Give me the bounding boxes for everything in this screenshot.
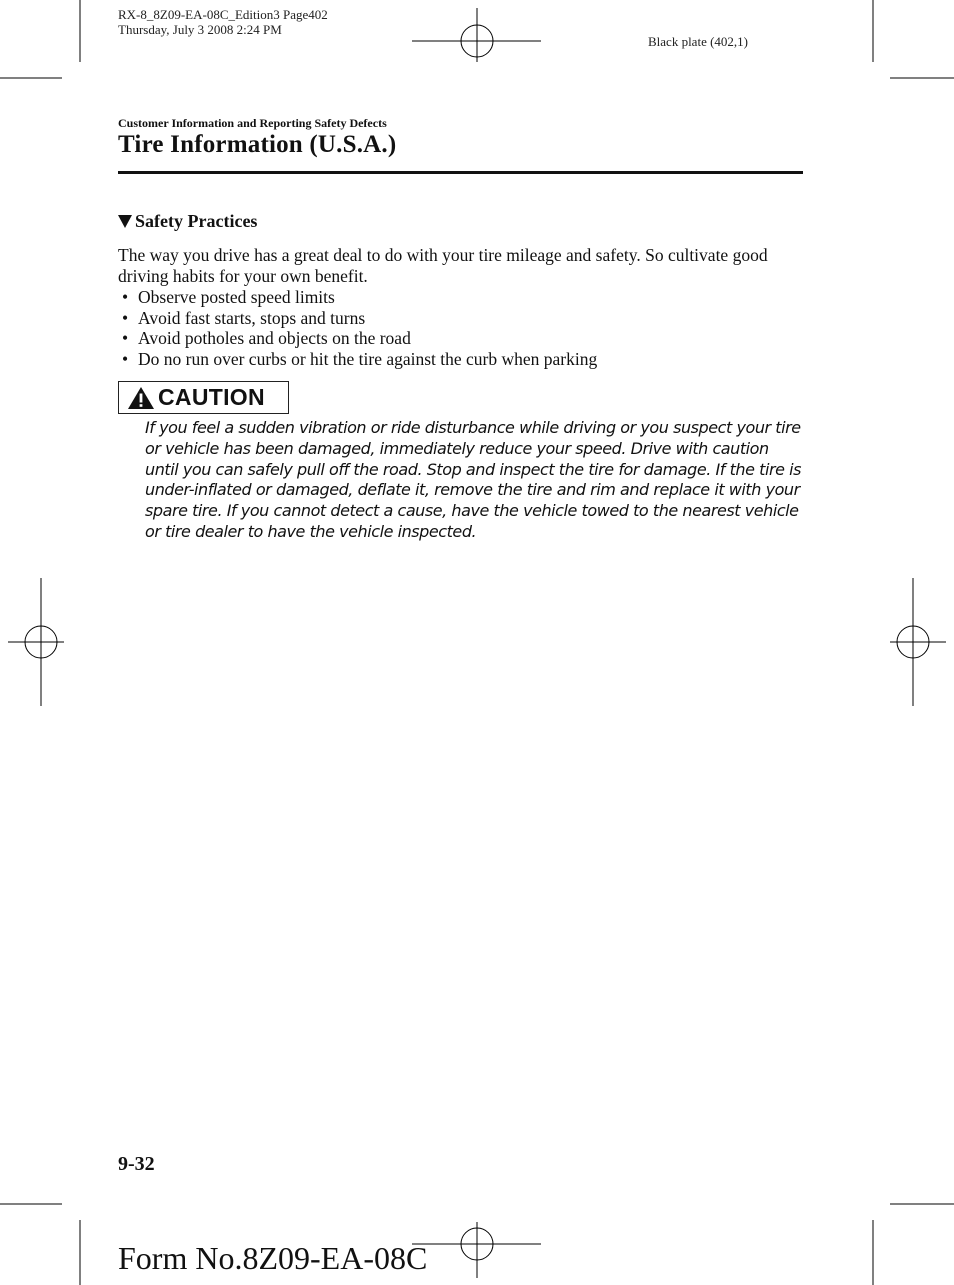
page-title: Tire Information (U.S.A.) bbox=[118, 131, 397, 158]
list-item: • Do no run over curbs or hit the tire against the curb when parking bbox=[122, 349, 598, 370]
section-label: Customer Information and Reporting Safety Defects bbox=[118, 116, 387, 130]
intro-paragraph: The way you drive has a great deal to do with your tire mileage and safety. So cultivate good driving habits for your own benefit. bbox=[118, 245, 768, 286]
registration-mark-bottom bbox=[412, 1222, 541, 1278]
warning-triangle-icon bbox=[127, 386, 155, 410]
page-number: 9-32 bbox=[118, 1153, 155, 1175]
plate-label: Black plate (402,1) bbox=[648, 34, 748, 49]
caution-label: CAUTION bbox=[158, 384, 265, 410]
registration-mark-left bbox=[8, 578, 64, 706]
title-rule bbox=[118, 171, 803, 174]
print-header bbox=[118, 7, 328, 37]
list-item: • Avoid potholes and objects on the road bbox=[122, 328, 411, 349]
caution-text: If you feel a sudden vibration or ride disturbance while driving or you suspect your tire or vehicle has been damaged, immediately reduce your speed. Drive with caution until you can safely pull off the road. Stop and inspect the tire for damage. If the tire is under-inflated or damaged, deflate it, remove the tire and rim and replace it with your spare tire. If you cannot detect a cause, have the vehicle towed to the nearest vehicle or tire dealer to have the vehicle inspected. bbox=[145, 418, 802, 541]
form-number: Form No.8Z09-EA-08C bbox=[118, 1240, 428, 1276]
print-header-line1: RX-8_8Z09-EA-08C_Edition3 Page402 bbox=[118, 7, 328, 22]
bullet-list bbox=[118, 287, 808, 370]
subheading-text: Safety Practices bbox=[135, 211, 258, 231]
down-triangle-icon bbox=[118, 215, 132, 228]
print-header-line2: Thursday, July 3 2008 2:24 PM bbox=[118, 22, 282, 37]
subheading bbox=[118, 211, 257, 232]
bullet-icon: • bbox=[122, 349, 129, 370]
bullet-icon: • bbox=[122, 287, 129, 307]
list-item: • Observe posted speed limits bbox=[122, 287, 335, 307]
list-item: • Avoid fast starts, stops and turns bbox=[122, 307, 366, 328]
bullet-icon: • bbox=[122, 307, 129, 328]
caution-label-box bbox=[118, 381, 289, 414]
registration-mark-top bbox=[412, 8, 541, 62]
bullet-icon: • bbox=[122, 328, 129, 349]
registration-mark-right bbox=[890, 578, 946, 706]
